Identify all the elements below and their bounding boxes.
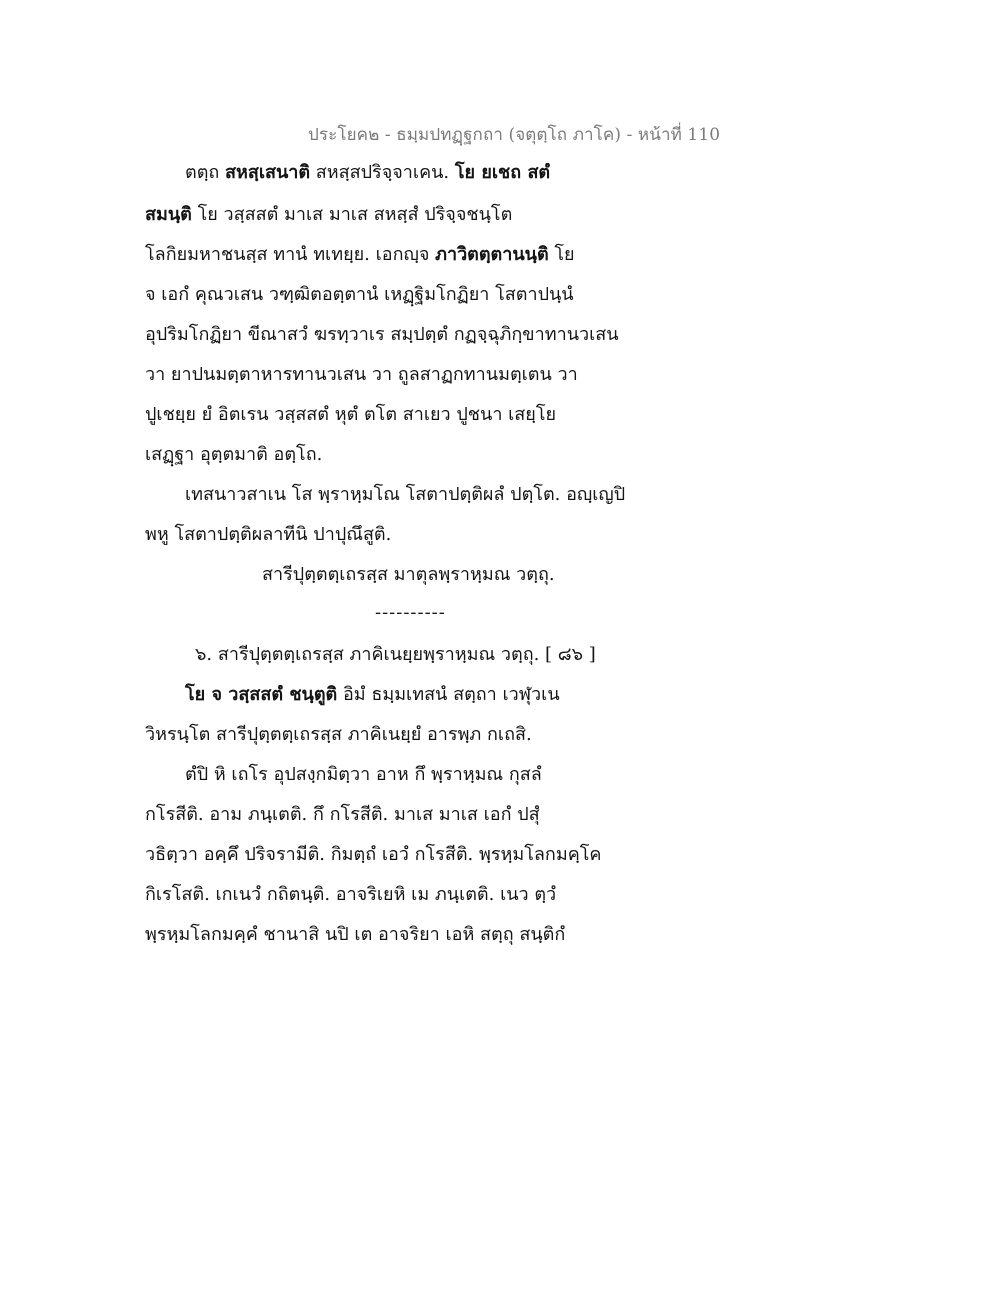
section-separator: ---------- bbox=[375, 602, 446, 623]
text-span: โย วสฺสสตํ มาเส มาเส สหสฺสํ ปริจฺจชนฺโต bbox=[191, 204, 513, 225]
bold-term: สหสฺเสนาติ bbox=[225, 162, 311, 183]
bold-term: ภาวิตตฺตานนฺติ bbox=[435, 244, 549, 265]
text-line bbox=[185, 160, 725, 186]
text-line: เทสนาวสาเน โส พฺราหฺมโณ โสตาปตฺติผลํ ปตฺโต. อญฺเญปิ bbox=[185, 484, 626, 505]
running-header: ประโยค๒ - ธมฺมปทฏฺฐกถา (จตุตฺโถ ภาโค) - หน้าที่ 110 bbox=[308, 125, 721, 145]
text-line: อุปริมโกฏิยา ขีณาสวํ ฆรทฺวาเร สมฺปตฺตํ กฏจฺฉุภิกฺขาทานวเสน bbox=[145, 324, 619, 345]
text-line bbox=[145, 242, 685, 268]
bold-term: โย จ วสฺสสตํ ชนฺตูติ bbox=[185, 684, 338, 705]
text-line: จ เอกํ คุณวเสน วฑฺฒิตอตฺตานํ เหฏฺฐิมโกฏิยา โสตาปนฺนํ bbox=[145, 284, 574, 305]
text-line: ปูเชยฺย ยํ อิตเรน วสฺสสตํ หุตํ ตโต สาเยว ปูชนา เสยฺโย bbox=[145, 404, 557, 425]
text-line: วา ยาปนมตฺตาหารทานวเสน วา ถูลสาฏกทานมตฺเตน วา bbox=[145, 364, 578, 385]
text-span: โย bbox=[548, 244, 575, 265]
text-line: กโรสีติ. อาม ภนฺเตติ. กึ กโรสีติ. มาเส มาเส เอกํ ปสุํ bbox=[145, 804, 540, 825]
text-line bbox=[185, 682, 725, 708]
text-line: ตํปิ หิ เถโร อุปสงฺกมิตฺวา อาห กึ พฺราหฺมณ กุสลํ bbox=[185, 764, 542, 785]
text-line: พฺรหฺมโลกมคฺคํ ชานาสิ นปิ เต อาจริยา เอหิ สตฺถุ สนฺติกํ bbox=[145, 924, 566, 945]
story-end-title: สารีปุตฺตตฺเถรสฺส มาตุลพฺราหฺมณ วตฺถุ. bbox=[262, 564, 555, 585]
text-line: พหู โสตาปตฺติผลาทีนิ ปาปุณึสูติ. bbox=[145, 524, 392, 545]
text-line: กิเรโสติ. เกเนวํ กถิตนฺติ. อาจริเยหิ เม ภนฺเตติ. เนว ตฺวํ bbox=[145, 884, 557, 905]
bold-term: โย ยเชถ สตํ bbox=[454, 162, 551, 183]
text-line: วธิตฺวา อคฺคึ ปริจรามีติ. กิมตฺถํ เอวํ กโรสีติ. พฺรหฺมโลกมคฺโค bbox=[145, 844, 602, 865]
text-span: ตตฺถ bbox=[185, 162, 225, 183]
bold-term: สมนฺติ bbox=[145, 204, 192, 225]
text-line: วิหรนฺโต สารีปุตฺตตฺเถรสฺส ภาคิเนยฺยํ อารพฺภ กเถสิ. bbox=[145, 724, 532, 745]
text-span: โลกิยมหาชนสฺส ทานํ ทเทยฺย. เอกญฺจ bbox=[145, 244, 436, 265]
text-line bbox=[145, 202, 685, 228]
text-line: เสฏฺฐา อุตฺตมาติ อตฺโถ. bbox=[145, 444, 323, 465]
story-title: ๖. สารีปุตฺตตฺเถรสฺส ภาคิเนยฺยพฺราหฺมณ วตฺถุ. [ ๘๖ ] bbox=[195, 644, 596, 665]
text-span: สหสฺสปริจฺจาเคน. bbox=[310, 162, 455, 183]
text-span: อิมํ ธมฺมเทสนํ สตฺถา เวฬุวเน bbox=[337, 684, 560, 705]
